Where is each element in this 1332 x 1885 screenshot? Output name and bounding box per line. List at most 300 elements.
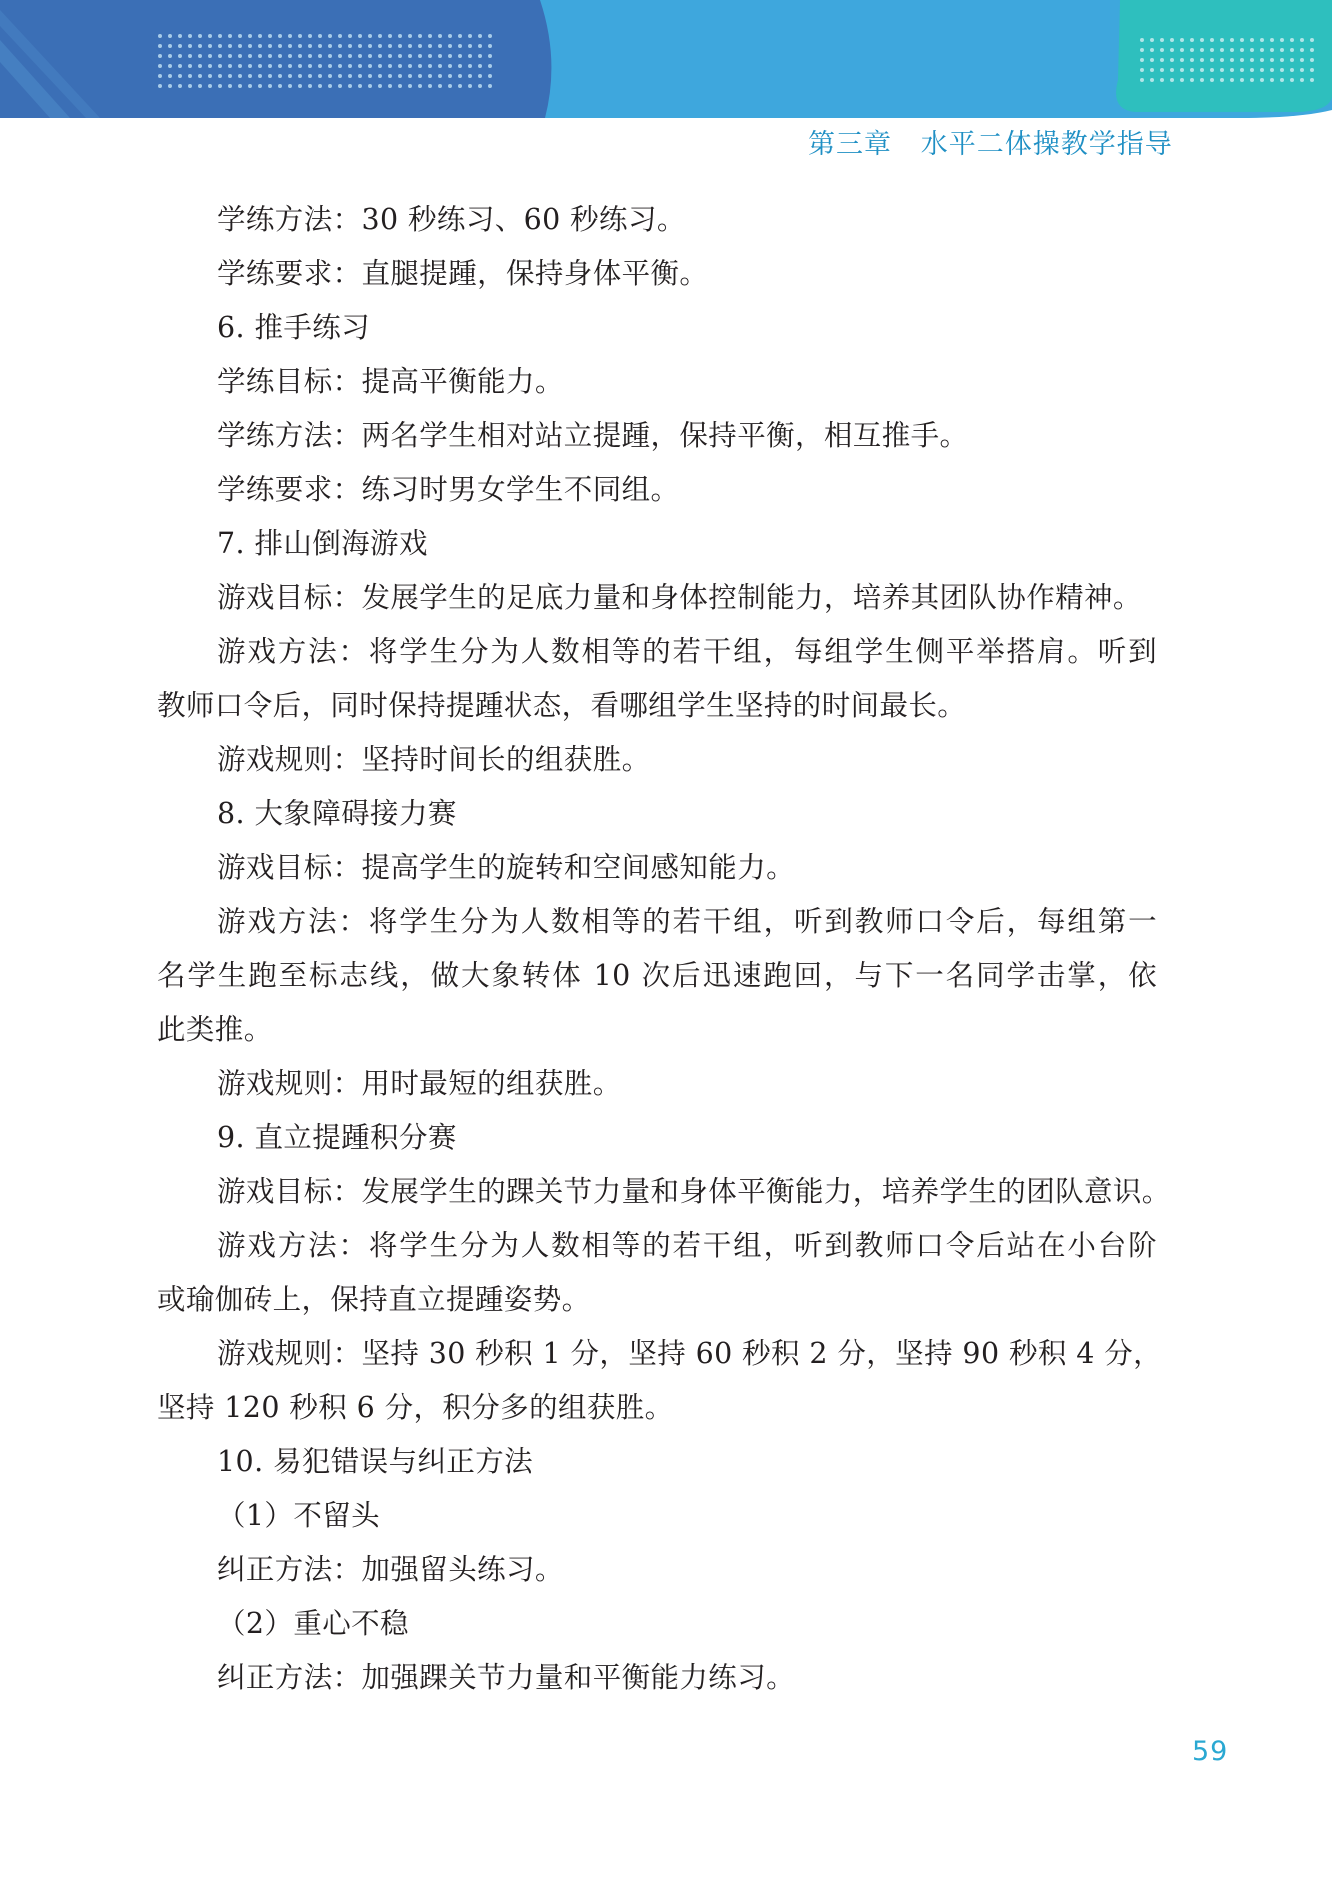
paragraph-line: 游戏规则：用时最短的组获胜。 — [217, 1067, 622, 1100]
decor-dot — [228, 54, 232, 58]
decor-dot — [228, 64, 232, 68]
paragraph-line: 学练要求：练习时男女学生不同组。 — [217, 473, 680, 506]
decor-dot — [188, 74, 192, 78]
decor-dot — [1230, 48, 1234, 52]
decor-dot — [1270, 38, 1274, 42]
decor-dot — [218, 84, 222, 88]
decor-dot — [188, 34, 192, 38]
section-heading: 9. 直立提踵积分赛 — [217, 1121, 457, 1154]
paragraph-line: 游戏方法：将学生分为人数相等的若干组，听到教师口令后，每组第一 — [217, 905, 1157, 938]
decor-dot — [458, 34, 462, 38]
decor-dot — [1220, 78, 1224, 82]
decor-dot — [378, 84, 382, 88]
decor-dot — [338, 54, 342, 58]
chapter-number: 第三章 — [808, 129, 892, 160]
decor-dot — [468, 44, 472, 48]
decor-dot — [228, 34, 232, 38]
decor-dot — [218, 44, 222, 48]
decor-dot — [178, 34, 182, 38]
decor-dot — [458, 54, 462, 58]
decor-dot — [1180, 78, 1184, 82]
decor-dot — [358, 84, 362, 88]
decor-dot — [1220, 68, 1224, 72]
decor-dot — [428, 34, 432, 38]
decor-dot — [318, 34, 322, 38]
decor-dot — [1300, 78, 1304, 82]
decor-dot — [348, 54, 352, 58]
decor-dot — [448, 34, 452, 38]
decor-dot — [308, 64, 312, 68]
decor-dot — [458, 84, 462, 88]
decor-dot — [428, 54, 432, 58]
decor-dot — [338, 44, 342, 48]
decor-dot — [308, 74, 312, 78]
decor-dot — [438, 84, 442, 88]
decor-dot — [1250, 48, 1254, 52]
paragraph-line: 坚持 120 秒积 6 分，积分多的组获胜。 — [157, 1391, 674, 1424]
decor-dot — [248, 44, 252, 48]
decor-dot — [258, 54, 262, 58]
decor-dot — [1280, 58, 1284, 62]
decor-dot — [348, 84, 352, 88]
decor-dot — [208, 74, 212, 78]
decor-dot — [1180, 38, 1184, 42]
decor-dot — [398, 74, 402, 78]
decor-dot — [218, 74, 222, 78]
decor-dot — [1280, 68, 1284, 72]
decor-dot — [1250, 58, 1254, 62]
decor-dot — [418, 34, 422, 38]
decor-dot — [428, 84, 432, 88]
decor-dot — [228, 44, 232, 48]
decor-dot — [378, 34, 382, 38]
decor-dot — [298, 64, 302, 68]
decor-dot — [1150, 48, 1154, 52]
decor-dot — [278, 74, 282, 78]
paragraph-line: 学练目标：提高平衡能力。 — [217, 365, 564, 398]
decor-dot — [268, 44, 272, 48]
decor-dot — [358, 64, 362, 68]
decor-dot — [1310, 38, 1314, 42]
decor-dot — [418, 84, 422, 88]
paragraph-line: 游戏方法：将学生分为人数相等的若干组，每组学生侧平举搭肩。听到 — [217, 635, 1157, 668]
decor-dot — [178, 74, 182, 78]
decor-dot — [488, 84, 492, 88]
decor-dot — [188, 84, 192, 88]
decor-dot — [188, 44, 192, 48]
decor-dot — [388, 34, 392, 38]
paragraph-line: 游戏规则：坚持时间长的组获胜。 — [217, 743, 651, 776]
sub-heading: （2）重心不稳 — [217, 1607, 409, 1640]
decor-dot — [1270, 48, 1274, 52]
decor-dot — [418, 74, 422, 78]
decor-dot — [458, 44, 462, 48]
paragraph-line: 游戏目标：发展学生的足底力量和身体控制能力，培养其团队协作精神。 — [217, 581, 1142, 614]
decor-dot — [1210, 48, 1214, 52]
decor-dot — [468, 64, 472, 68]
decor-dot — [1230, 38, 1234, 42]
decor-dot — [268, 84, 272, 88]
decor-dot — [368, 84, 372, 88]
decor-dot — [238, 54, 242, 58]
decor-dot — [368, 54, 372, 58]
decor-dot — [298, 84, 302, 88]
decor-dot — [448, 44, 452, 48]
decor-dot — [1310, 58, 1314, 62]
decor-dot — [258, 84, 262, 88]
decor-dot — [428, 64, 432, 68]
decor-dot — [1150, 78, 1154, 82]
decor-dot — [488, 74, 492, 78]
decor-dot — [278, 34, 282, 38]
decor-dot — [488, 54, 492, 58]
decor-dot — [158, 84, 162, 88]
decor-dot — [1190, 48, 1194, 52]
decor-dot — [328, 44, 332, 48]
decor-dot — [1240, 78, 1244, 82]
section-heading: 8. 大象障碍接力赛 — [217, 797, 457, 830]
decor-dot — [378, 54, 382, 58]
decor-dot — [398, 84, 402, 88]
decor-dot — [1150, 38, 1154, 42]
decor-dot — [348, 64, 352, 68]
decor-dot — [1230, 58, 1234, 62]
decor-dot — [1140, 48, 1144, 52]
decor-dot — [1220, 38, 1224, 42]
decor-dot — [348, 74, 352, 78]
decor-dot — [398, 34, 402, 38]
header-band — [0, 0, 1332, 135]
decor-dot — [478, 84, 482, 88]
decor-dot — [338, 84, 342, 88]
decor-dot — [158, 44, 162, 48]
decor-dot — [208, 84, 212, 88]
decor-dot — [1170, 58, 1174, 62]
decor-dot — [388, 54, 392, 58]
decor-dot — [368, 44, 372, 48]
decor-dot — [1160, 58, 1164, 62]
decor-dot — [278, 84, 282, 88]
decor-dot — [1280, 48, 1284, 52]
decor-dot — [1220, 48, 1224, 52]
decor-dot — [288, 34, 292, 38]
decor-dot — [348, 34, 352, 38]
decor-dot — [1250, 68, 1254, 72]
decor-dot — [288, 84, 292, 88]
decor-dot — [1230, 68, 1234, 72]
decor-dot — [228, 74, 232, 78]
decor-dot — [328, 84, 332, 88]
decor-dot — [448, 64, 452, 68]
decor-dot — [1200, 58, 1204, 62]
decor-dot — [358, 54, 362, 58]
paragraph-line: 游戏目标：提高学生的旋转和空间感知能力。 — [217, 851, 796, 884]
decor-dot — [218, 54, 222, 58]
paragraph-line: 游戏目标：发展学生的踝关节力量和身体平衡能力，培养学生的团队意识。 — [217, 1175, 1171, 1208]
decor-dot — [158, 54, 162, 58]
decor-dot — [178, 54, 182, 58]
decor-dot — [358, 44, 362, 48]
decor-dot — [188, 64, 192, 68]
decor-dot — [358, 34, 362, 38]
decor-dot — [1190, 58, 1194, 62]
decor-dot — [1200, 68, 1204, 72]
decor-dot — [1210, 58, 1214, 62]
decor-dot — [328, 64, 332, 68]
decor-dot — [388, 44, 392, 48]
paragraph-line: 名学生跑至标志线，做大象转体 10 次后迅速跑回，与下一名同学击掌，依 — [157, 959, 1157, 992]
decor-dot — [1170, 78, 1174, 82]
decor-dot — [258, 44, 262, 48]
decor-dot — [1290, 38, 1294, 42]
decor-dot — [198, 54, 202, 58]
decor-dot — [1180, 58, 1184, 62]
decor-dot — [198, 64, 202, 68]
decor-dot — [208, 54, 212, 58]
decor-dot — [448, 84, 452, 88]
decor-dot — [1200, 78, 1204, 82]
chapter-header — [808, 122, 1173, 161]
decor-dot — [468, 84, 472, 88]
decor-dot — [268, 34, 272, 38]
decor-dot — [278, 54, 282, 58]
decor-dot — [1240, 58, 1244, 62]
decor-dot — [308, 44, 312, 48]
decor-dot — [318, 64, 322, 68]
decor-dot — [298, 54, 302, 58]
decor-dot — [438, 44, 442, 48]
decor-dot — [238, 74, 242, 78]
decor-dot — [1210, 68, 1214, 72]
decor-dot — [328, 34, 332, 38]
decor-dot — [1310, 78, 1314, 82]
decor-dot — [418, 54, 422, 58]
decor-dot — [198, 84, 202, 88]
decor-dot — [178, 44, 182, 48]
decor-dot — [1180, 68, 1184, 72]
decor-dot — [478, 64, 482, 68]
decor-dot — [158, 64, 162, 68]
decor-dot — [358, 74, 362, 78]
decor-dot — [378, 64, 382, 68]
decor-dot — [1280, 78, 1284, 82]
decor-dot — [248, 34, 252, 38]
decor-dot — [308, 84, 312, 88]
decor-dot — [398, 54, 402, 58]
section-heading: 10. 易犯错误与纠正方法 — [217, 1445, 534, 1478]
decor-dot — [1150, 68, 1154, 72]
decor-dot — [418, 64, 422, 68]
decor-dot — [318, 84, 322, 88]
decor-dot — [268, 74, 272, 78]
paragraph-line: 游戏规则：坚持 30 秒积 1 分，坚持 60 秒积 2 分，坚持 90 秒积 4 分， — [217, 1337, 1163, 1370]
page-body — [157, 193, 1171, 1705]
decor-dot — [338, 34, 342, 38]
decor-dot — [438, 34, 442, 38]
decor-dot — [1210, 78, 1214, 82]
chapter-title-text: 水平二体操教学指导 — [920, 129, 1173, 160]
decor-dot — [158, 74, 162, 78]
decor-dot — [338, 74, 342, 78]
decor-dot — [378, 74, 382, 78]
paragraph-line: 学练方法：30 秒练习、60 秒练习。 — [217, 203, 686, 236]
decor-dot — [248, 64, 252, 68]
decor-dot — [228, 84, 232, 88]
decor-dot — [378, 44, 382, 48]
decor-dot — [408, 44, 412, 48]
page-number: 59 — [1192, 1736, 1229, 1767]
decor-dot — [1200, 48, 1204, 52]
decor-dot — [208, 34, 212, 38]
decor-dot — [1300, 68, 1304, 72]
decor-dot — [1160, 78, 1164, 82]
decor-dot — [1220, 58, 1224, 62]
decor-dot — [1310, 48, 1314, 52]
decor-dot — [1250, 78, 1254, 82]
decor-dot — [468, 34, 472, 38]
paragraph-line: 此类推。 — [157, 1013, 273, 1046]
decor-dot — [1250, 38, 1254, 42]
decor-dot — [458, 74, 462, 78]
decor-dot — [158, 34, 162, 38]
section-heading: 7. 排山倒海游戏 — [217, 527, 428, 560]
decor-dot — [298, 44, 302, 48]
decor-dot — [438, 64, 442, 68]
decor-dot — [1270, 68, 1274, 72]
decor-dot — [418, 44, 422, 48]
decor-dot — [248, 54, 252, 58]
decor-dot — [1230, 78, 1234, 82]
decor-dot — [448, 74, 452, 78]
decor-dot — [218, 34, 222, 38]
decor-dot — [488, 44, 492, 48]
decor-dot — [428, 44, 432, 48]
decor-dot — [468, 54, 472, 58]
decor-dot — [1140, 58, 1144, 62]
decor-dot — [458, 64, 462, 68]
decor-dot — [398, 44, 402, 48]
decor-dot — [1240, 48, 1244, 52]
decor-dot — [198, 74, 202, 78]
decor-dot — [1190, 38, 1194, 42]
decor-dot — [1160, 68, 1164, 72]
decor-dot — [1140, 78, 1144, 82]
decor-dot — [328, 54, 332, 58]
decor-dot — [288, 74, 292, 78]
decor-dot — [328, 74, 332, 78]
decor-dot — [238, 34, 242, 38]
decor-dot — [388, 84, 392, 88]
decor-dot — [408, 54, 412, 58]
decor-dot — [438, 74, 442, 78]
decor-dot — [1260, 78, 1264, 82]
decor-dot — [1140, 68, 1144, 72]
decor-dot — [338, 64, 342, 68]
decor-dot — [388, 74, 392, 78]
decor-dot — [318, 54, 322, 58]
decor-dot — [178, 84, 182, 88]
decor-dot — [238, 64, 242, 68]
decor-dot — [1260, 68, 1264, 72]
decor-dot — [408, 64, 412, 68]
decor-dot — [1150, 58, 1154, 62]
decor-dot — [368, 34, 372, 38]
decor-dot — [278, 44, 282, 48]
decor-dot — [1290, 48, 1294, 52]
decor-dot — [198, 44, 202, 48]
decor-dot — [258, 74, 262, 78]
decor-dot — [1210, 38, 1214, 42]
paragraph-line: 或瑜伽砖上，保持直立提踵姿势。 — [157, 1283, 591, 1316]
decor-dot — [368, 64, 372, 68]
decor-dot — [1170, 38, 1174, 42]
decor-dot — [488, 64, 492, 68]
decor-dot — [188, 54, 192, 58]
decor-dot — [1300, 38, 1304, 42]
decor-dot — [298, 34, 302, 38]
decor-dot — [1240, 38, 1244, 42]
decor-dot — [1300, 48, 1304, 52]
decor-dot — [208, 44, 212, 48]
decor-dot — [408, 74, 412, 78]
decor-dot — [278, 64, 282, 68]
decor-dot — [288, 64, 292, 68]
decor-dot — [428, 74, 432, 78]
decor-dot — [1290, 58, 1294, 62]
decor-dot — [168, 64, 172, 68]
decor-dot — [168, 74, 172, 78]
decor-dot — [1170, 68, 1174, 72]
decor-dot — [238, 44, 242, 48]
decor-dot — [408, 34, 412, 38]
decor-dot — [178, 64, 182, 68]
decor-dot — [258, 64, 262, 68]
decor-dot — [318, 74, 322, 78]
decor-dot — [168, 54, 172, 58]
decor-dot — [168, 34, 172, 38]
paragraph-line: 教师口令后，同时保持提踵状态，看哪组学生坚持的时间最长。 — [157, 689, 967, 722]
section-heading: 6. 推手练习 — [217, 311, 371, 344]
decor-dot — [238, 84, 242, 88]
decor-dot — [478, 54, 482, 58]
decor-dot — [448, 54, 452, 58]
decor-dot — [468, 74, 472, 78]
decor-dot — [198, 34, 202, 38]
paragraph-line: 学练要求：直腿提踵，保持身体平衡。 — [217, 257, 709, 290]
decor-dot — [298, 74, 302, 78]
decor-dot — [248, 84, 252, 88]
decor-dot — [1190, 78, 1194, 82]
decor-dot — [288, 44, 292, 48]
decor-dot — [478, 34, 482, 38]
sub-heading: （1）不留头 — [217, 1499, 381, 1532]
decor-dot — [1280, 38, 1284, 42]
decor-dot — [438, 54, 442, 58]
paragraph-line: 纠正方法：加强踝关节力量和平衡能力练习。 — [217, 1661, 796, 1694]
decor-dot — [348, 44, 352, 48]
decor-dot — [1310, 68, 1314, 72]
decor-dot — [258, 34, 262, 38]
decor-dot — [318, 44, 322, 48]
decor-dot — [1160, 48, 1164, 52]
decor-dot — [478, 74, 482, 78]
decor-dot — [1290, 78, 1294, 82]
decor-dot — [368, 74, 372, 78]
paragraph-line: 纠正方法：加强留头练习。 — [217, 1553, 564, 1586]
decor-dot — [1170, 48, 1174, 52]
decor-dot — [398, 64, 402, 68]
decor-dot — [1270, 58, 1274, 62]
